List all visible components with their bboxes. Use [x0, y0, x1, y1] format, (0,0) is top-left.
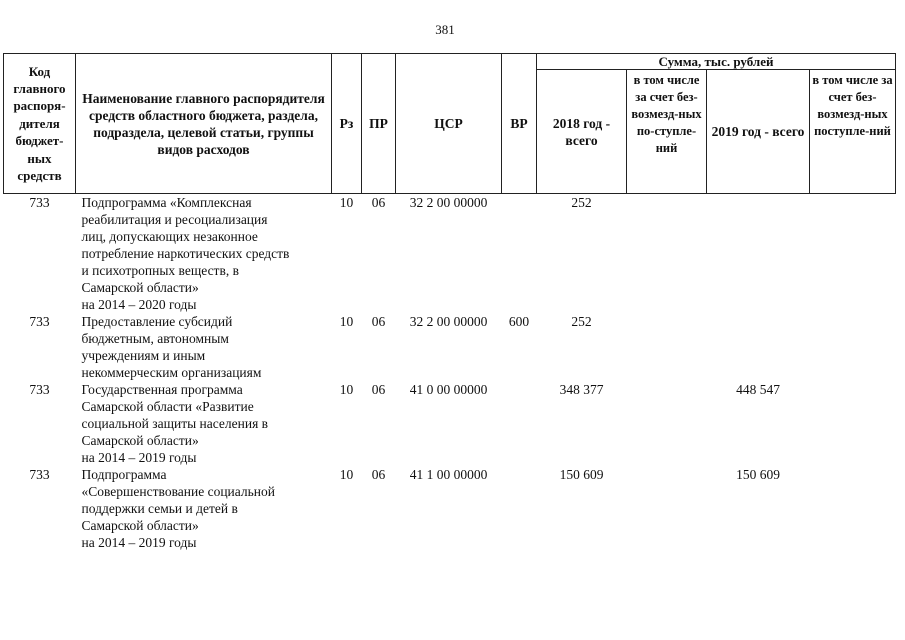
- cell-pr: 06: [371, 382, 386, 397]
- cell-sum-2018: 150 609: [559, 467, 604, 482]
- name-line: на 2014 – 2019 годы: [81, 450, 197, 465]
- page-number: 381: [435, 22, 455, 37]
- cell-sub-2018: [627, 381, 707, 466]
- table-row: [4, 466, 896, 551]
- name-line: «Совершенствование социальной: [81, 484, 275, 499]
- cell-name: [76, 194, 332, 314]
- cell-sum-2019: [707, 313, 810, 381]
- cell-vr: [502, 194, 537, 314]
- cell-sub-2019: [810, 381, 896, 466]
- cell-name: [76, 313, 332, 381]
- header-name: Наименование главного распорядителя средств областного бюджета, раздела, подраздела, целевой статьи, группы видов расходов: [76, 54, 332, 194]
- cell-sum-2018: 348 377: [559, 382, 604, 397]
- cell-sub-2019: [810, 194, 896, 314]
- name-line: и психотропных веществ, в: [81, 263, 239, 278]
- cell-rz: 10: [339, 467, 354, 482]
- name-line: Подпрограмма: [81, 467, 167, 482]
- name-line: бюджетным, автономным: [81, 331, 229, 346]
- header-incl-2018: в том числе за счет без-возмезд-ных по-ступле-ний: [627, 70, 707, 194]
- cell-code: 733: [29, 382, 50, 397]
- cell-pr: 06: [371, 314, 386, 329]
- cell-code: 733: [29, 195, 50, 210]
- cell-rz: 10: [339, 382, 354, 397]
- cell-code: 733: [29, 467, 50, 482]
- cell-pr: 06: [371, 195, 386, 210]
- cell-name: [76, 466, 332, 551]
- budget-table: [3, 53, 896, 551]
- cell-csr: 41 1 00 00000: [409, 467, 488, 482]
- cell-csr: 32 2 00 00000: [409, 195, 488, 210]
- header-rz: Рз: [332, 54, 362, 194]
- header-year-2019: 2019 год - всего: [707, 70, 810, 194]
- header-csr: ЦСР: [396, 54, 502, 194]
- name-line: Государственная программа: [81, 382, 243, 397]
- name-line: учреждениям и иным: [81, 348, 206, 363]
- cell-sub-2018: [627, 194, 707, 314]
- cell-csr: 41 0 00 00000: [409, 382, 488, 397]
- table-row: [4, 381, 896, 466]
- cell-rz: 10: [339, 314, 354, 329]
- name-line: на 2014 – 2019 годы: [81, 535, 197, 550]
- table-body: [4, 194, 896, 552]
- name-line: реабилитация и ресоциализация: [81, 212, 268, 227]
- header-pr: ПР: [362, 54, 396, 194]
- table-header: [4, 54, 896, 194]
- cell-rz: 10: [339, 195, 354, 210]
- table-row: [4, 313, 896, 381]
- name-line: лиц, допускающих незаконное: [81, 229, 258, 244]
- header-sum: Сумма, тыс. рублей: [537, 54, 896, 70]
- name-line: поддержки семьи и детей в: [81, 501, 238, 516]
- header-code: Код главного распоря-дителя бюджет-ных средств: [4, 54, 76, 194]
- table-row: [4, 194, 896, 314]
- cell-name: [76, 381, 332, 466]
- name-line: Самарской области»: [81, 518, 199, 533]
- cell-sub-2018: [627, 466, 707, 551]
- cell-sum-2019: 448 547: [736, 382, 780, 397]
- cell-csr: 32 2 00 00000: [409, 314, 488, 329]
- cell-sub-2019: [810, 313, 896, 381]
- name-line: социальной защиты населения в: [81, 416, 269, 431]
- header-incl-2019: в том числе за счет без-возмезд-ных поступле-ний: [810, 70, 896, 194]
- name-line: потребление наркотических средств: [81, 246, 290, 261]
- cell-sum-2019: 150 609: [736, 467, 780, 482]
- cell-code: 733: [29, 314, 50, 329]
- cell-pr: 06: [371, 467, 386, 482]
- header-vr: ВР: [502, 54, 537, 194]
- cell-vr: 600: [508, 314, 530, 329]
- name-line: Предоставление субсидий: [81, 314, 233, 329]
- name-line: Самарской области»: [81, 280, 199, 295]
- cell-vr: [502, 381, 537, 466]
- header-year-2018: 2018 год - всего: [537, 70, 627, 194]
- name-line: Подпрограмма «Комплексная: [81, 195, 252, 210]
- name-line: на 2014 – 2020 годы: [81, 297, 197, 312]
- name-line: Самарской области»: [81, 433, 199, 448]
- name-line: Самарской области «Развитие: [81, 399, 254, 414]
- cell-sub-2018: [627, 313, 707, 381]
- cell-sum-2018: 252: [571, 195, 592, 210]
- cell-sum-2018: 252: [571, 314, 592, 329]
- cell-sum-2019: [707, 194, 810, 314]
- cell-sub-2019: [810, 466, 896, 551]
- cell-vr: [502, 466, 537, 551]
- name-line: некоммерческим организациям: [81, 365, 262, 380]
